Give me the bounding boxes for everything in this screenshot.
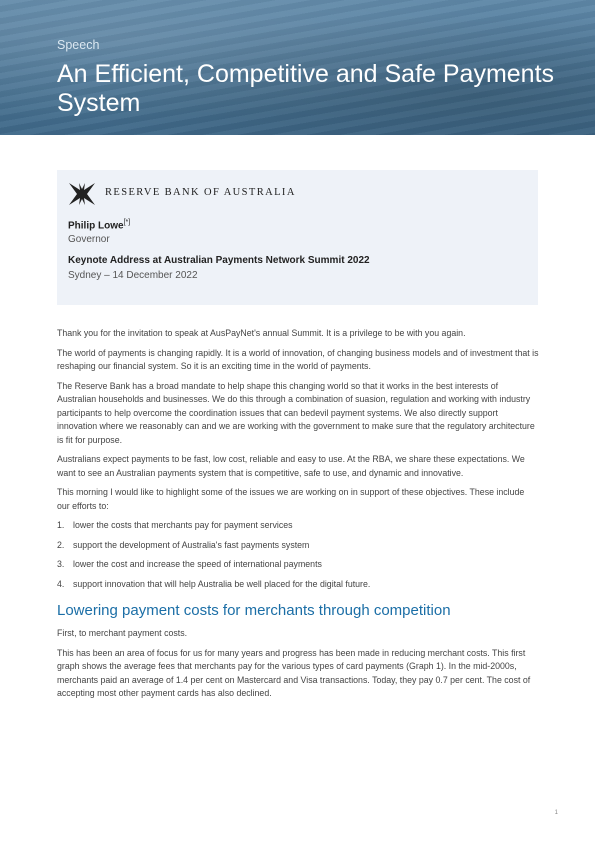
page-title: An Efficient, Competitive and Safe Payments System bbox=[57, 60, 555, 117]
objectives-list bbox=[57, 519, 539, 591]
list-text: lower the cost and increase the speed of international payments bbox=[73, 559, 322, 569]
page-number: 1 bbox=[554, 810, 558, 816]
event-place-date: Sydney – 14 December 2022 bbox=[68, 270, 198, 281]
event-title: Keynote Address at Australian Payments Network Summit 2022 bbox=[68, 255, 370, 266]
speaker-name-text: Philip Lowe bbox=[68, 220, 124, 232]
section-heading: Lowering payment costs for merchants through competition bbox=[57, 602, 451, 619]
paragraph: Australians expect payments to be fast, low cost, reliable and easy to use. At the RBA, we share these expectations. We want to see an Australian payments system that is competitive, safe to use, and dynamic and innovative. bbox=[57, 454, 525, 478]
paragraph: First, to merchant payment costs. bbox=[57, 628, 188, 638]
paragraph: The world of payments is changing rapidly. It is a world of innovation, of changing business models and of investment that is reshaping our financial system. So it is an exciting time in the world of payments. bbox=[57, 347, 539, 371]
list-item bbox=[57, 558, 539, 572]
list-number: 3. bbox=[57, 559, 65, 569]
speaker-name bbox=[68, 219, 130, 231]
rba-logo-icon bbox=[67, 181, 97, 207]
list-item bbox=[57, 578, 539, 592]
speaker-info-card bbox=[57, 170, 538, 305]
speech-body bbox=[57, 327, 539, 707]
list-number: 2. bbox=[57, 539, 65, 550]
paragraph: This morning I would like to highlight some of the issues we are working on in support of these objectives. These include our efforts to: bbox=[57, 487, 525, 511]
list-item bbox=[57, 539, 539, 553]
list-text: lower the costs that merchants pay for payment services bbox=[73, 520, 293, 530]
footnote-link[interactable]: [*] bbox=[123, 219, 131, 226]
paragraph: Thank you for the invitation to speak at AusPayNet's annual Summit. It is a privilege to be with you again. bbox=[57, 328, 466, 338]
speaker-role: Governor bbox=[68, 234, 110, 245]
list-number: 4. bbox=[57, 578, 65, 589]
header-banner bbox=[0, 0, 595, 135]
list-text: support the development of Australia's fast payments system bbox=[73, 539, 310, 550]
list-text: support innovation that will help Australia be well placed for the digital future. bbox=[73, 578, 371, 589]
document-type-label: Speech bbox=[57, 38, 100, 52]
paragraph: The Reserve Bank has a broad mandate to help shape this changing world so that it works in the best interests of Australian households and businesses. We do this through a combination of suasion, regulation and working with industry participants to help overcome the coordination issues that can bedevil payment systems. We also directly support innovation where we reasonably can and we are working with the government to make sure that the regulatory architecture is fit for purpose. bbox=[57, 380, 535, 445]
organization-name: RESERVE BANK OF AUSTRALIA bbox=[105, 187, 296, 198]
list-item bbox=[57, 519, 539, 533]
list-number: 1. bbox=[57, 520, 65, 530]
paragraph: This has been an area of focus for us for many years and progress has been made in reducing merchant costs. This first graph shows the average fees that merchants pay for the various types of card payments (Graph 1). In the mid-2000s, merchants paid an average of 1.4 per cent on Mastercard and Visa transactions. Today, they pay 0.7 per cent. The cost of accepting most other payment cards has also declined. bbox=[57, 647, 531, 698]
